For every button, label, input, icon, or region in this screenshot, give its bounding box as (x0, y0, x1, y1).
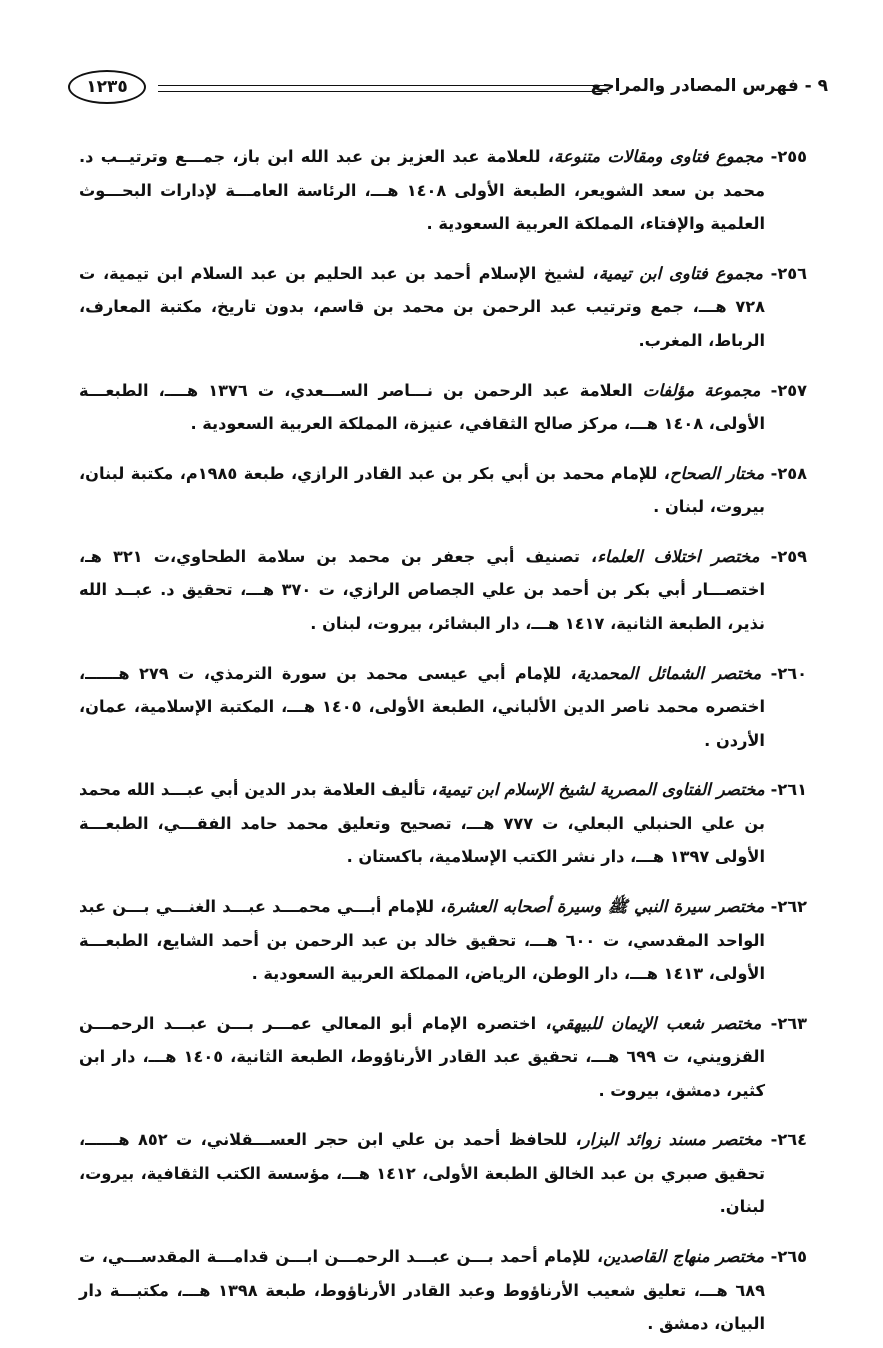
entry-text: ، للإمام أحمد بـــن عبـــد الرحمـــن ابـــن قدامـــة المقدســـي، ت ٦٨٩ هـــ، تعليق شعيب الأرناؤوط وعبد القادر الأرناؤوط، طبعة ١٣٩٨ هـــ، مكتبـــة دار البيان، دمشق . (79, 1247, 765, 1334)
bibliography-entry (79, 540, 807, 641)
header-rule (158, 85, 608, 92)
entry-number: ٢٦٥- (770, 1247, 808, 1267)
bibliography-entry (79, 1007, 807, 1108)
entry-number: ٢٦٠- (770, 663, 807, 683)
book-title: مختار الصحاح (669, 463, 765, 483)
book-title: مجموعة مؤلفات (642, 380, 761, 400)
bibliography-entry (79, 773, 807, 874)
entry-text: ، لشيخ الإسلام أحمد بن عبد الحليم بن عبد السلام ابن تيمية، ت ٧٢٨ هـــ، جمع وترتيب عبد الرحمن بن محمد بن قاسم، بدون تاريخ، مكتبة المعارف، الرباط، المغرب. (79, 263, 765, 350)
entry-text: ، للإمام أبـــي محمـــد عبـــد الغنـــي بـــن عبد الواحد المقدسي، ت ٦٠٠ هـــ، تحقيق خالد بن عبد الرحمن بن أحمد الشايع، الطبعـــة الأولى، ١٤١٣ هـــ، دار الوطن، الرياض، المملكة العربية السعودية . (79, 897, 765, 983)
entry-number: ٢٦٤- (770, 1130, 807, 1150)
book-title: مختصر منهاج القاصدين (603, 1247, 765, 1267)
entry-number: ٢٥٦- (770, 263, 808, 283)
book-title: مختصر مسند زوائد البزار (581, 1130, 763, 1150)
entry-text: ، تصنيف أبي جعفر بن محمد بن سلامة الطحاوي،ت ٣٢١ هـ، اختصـــار أبي بكر بن أحمد بن علي الجصاص الرازي، ت ٣٧٠ هـــ، تحقيق د. عبــد الله نذير، الطبعة الثانية، ١٤١٧ هـــ، دار البشائر، بيروت، لبنان . (79, 546, 765, 633)
entry-number: ٢٥٥- (770, 147, 808, 167)
entry-text: ، للإمام أبي عيسى محمد بن سورة الترمذي، ت ٢٧٩ هــــــ، اختصره محمد ناصر الدين الألباني، الطبعة الأولى، ١٤٠٥ هـــ، المكتبة الإسلامية، عمان، الأردن . (79, 663, 765, 750)
entry-number: ٢٦١- (770, 780, 807, 800)
entry-text: ، اختصره الإمام أبو المعالي عمـــر بـــن عبـــد الرحمـــن القزويني، ت ٦٩٩ هـــ، تحقيق عبد القادر الأرناؤوط، الطبعة الثانية، ١٤٠٥ هـــ، دار ابن كثير، دمشق، بيروت . (79, 1013, 766, 1100)
entry-number: ٢٥٨- (770, 463, 807, 483)
entry-number: ٢٦٣- (770, 1013, 807, 1033)
entry-number: ٢٦٢- (770, 897, 807, 916)
page-number: ١٢٣٥ (68, 70, 146, 104)
book-title: مختصر الشمائل المحمدية (576, 663, 762, 683)
bibliography-entry (79, 257, 807, 358)
bibliography-entry (79, 1123, 807, 1224)
bibliography-entry (79, 457, 807, 524)
bibliography-entry (79, 890, 807, 991)
bibliography-entry (79, 1240, 807, 1341)
bibliography-entry (79, 374, 807, 441)
bibliography-entry (79, 657, 807, 758)
book-title: مختصر شعب الإيمان للبيهقي (551, 1013, 762, 1033)
bibliography-entry (79, 140, 807, 241)
entry-text: ، تأليف العلامة بدر الدين أبي عبـــد الله محمد بن علي الحنبلي البعلي، ت ٧٧٧ هـــ، تصحيح وتعليق محمد حامد الفقـــي، الطبعـــة الأولى ١٣٩٧ هـــ، دار نشر الكتب الإسلامية، باكستان . (79, 780, 765, 867)
entry-number: ٢٥٩- (770, 546, 807, 566)
book-title: مختصر سيرة النبي ﷺ وسيرة أصحابه العشرة (446, 897, 765, 916)
entry-text: ، للحافظ أحمد بن علي ابن حجر العســـقلاني، ت ٨٥٢ هــــــ، تحقيق صبري بن عبد الخالق الطبعة الأولى، ١٤١٢ هـــ، مؤسسة الكتب الثقافية، بيروت، لبنان. (79, 1130, 765, 1217)
book-title: مختصر الفتاوى المصرية لشيخ الإسلام ابن تيمية (437, 780, 765, 800)
page-header (58, 68, 828, 112)
entry-number: ٢٥٧- (770, 380, 807, 400)
bibliography-list (79, 124, 807, 1348)
entry-text: العلامة عبد الرحمن بن نـــاصر الســـعدي، ت ١٣٧٦ هــــ، الطبعـــة الأولى، ١٤٠٨ هـــ، مركز صالح الثقافي، عنيزة، المملكة العربية السعودية . (79, 380, 765, 434)
book-title: مجموع فتاوى ومقالات متنوعة (554, 147, 764, 167)
book-title: مجموع فتاوى ابن تيمية (598, 263, 763, 283)
entry-text: ، للعلامة عبد العزيز بن عبد الله ابن باز، جمـــع وترتيــب د. محمد بن سعد الشويعر، الطبعة الأولى ١٤٠٨ هـــ، الرئاسة العامـــة لإدارات البحـــوث العلمية والإفتاء، المملكة العربية السعودية . (79, 147, 766, 234)
entry-text: ، للإمام محمد بن أبي بكر بن عبد القادر الرازي، طبعة ١٩٨٥م، مكتبة لبنان، بيروت، لبنان . (79, 463, 765, 517)
section-title: ٩ - فهرس المصادر والمراجع (590, 76, 828, 96)
book-title: مختصر اختلاف العلماء (597, 546, 760, 566)
